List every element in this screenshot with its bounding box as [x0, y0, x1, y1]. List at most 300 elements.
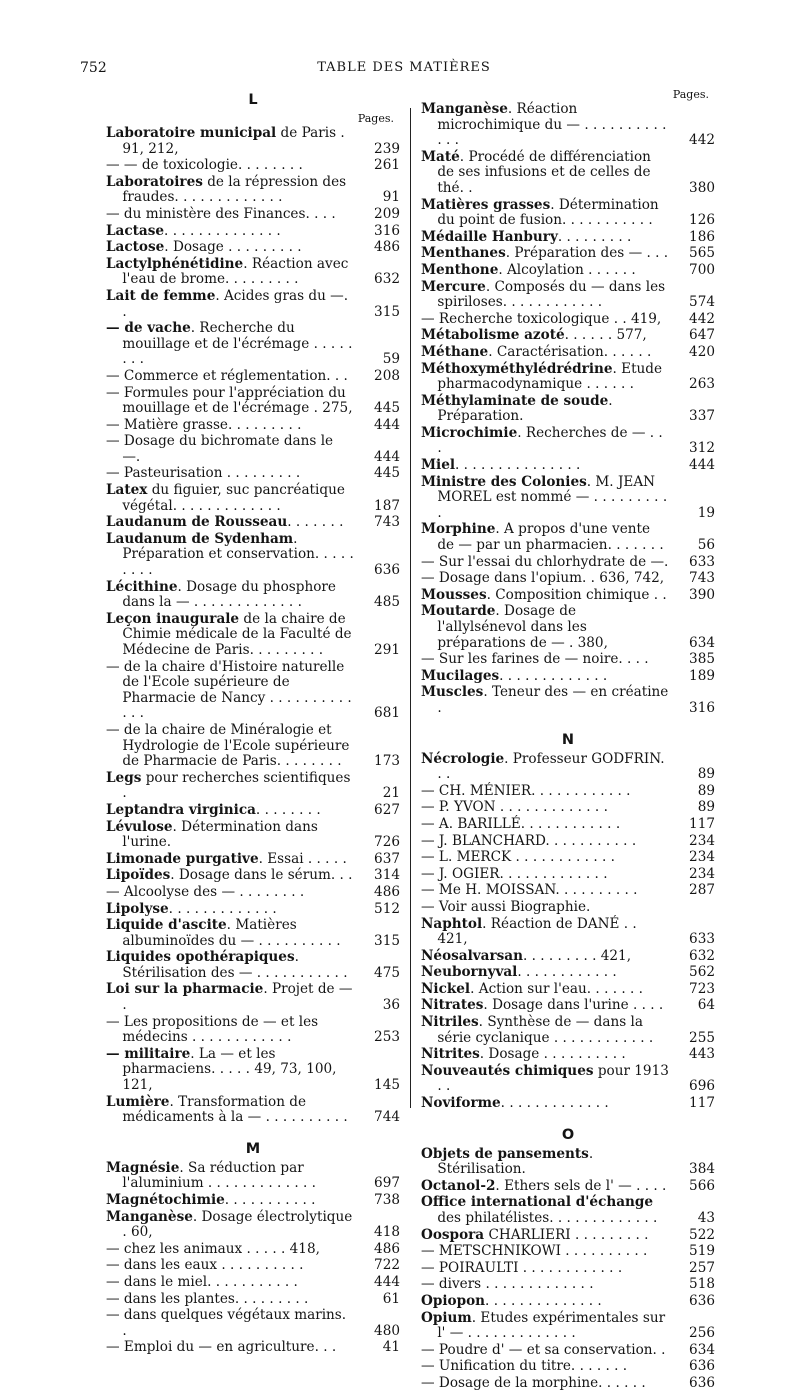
entry-page-ref: 522 — [689, 1226, 715, 1243]
entry-page-ref: 627 — [374, 801, 400, 818]
entry-heading: Octanol-2 — [421, 1177, 496, 1194]
entry-heading: Muscles — [421, 684, 484, 701]
entry-text: . Dosage de l'allylsénevol dans les préparations de — . 380, — [437, 603, 608, 651]
entry-text: — de la chaire d'Histoire naturelle de l'Ecole supérieure de Pharmacie de Nancy . . . . . . . . . . . . . — [106, 658, 352, 722]
entry-heading: Mucilages — [421, 667, 500, 684]
entry-page-ref: 738 — [374, 1192, 400, 1208]
entry-text: — dans les eaux . . . . . . . . . . — [106, 1257, 304, 1274]
index-entry — [106, 852, 400, 868]
index-entry — [421, 588, 715, 604]
entry-page-ref: 126 — [689, 212, 715, 229]
page-number: 752 — [80, 60, 107, 76]
index-entry — [421, 1261, 715, 1277]
entry-text: . . . . . . . . . . . . . . — [164, 222, 281, 239]
index-entry — [106, 257, 400, 288]
entry-page-ref: 19 — [697, 504, 715, 521]
entry-page-ref: 36 — [382, 997, 400, 1014]
entry-page-ref: 486 — [374, 239, 400, 256]
entry-text: — J. OGIER. . . . . . . . . . . . . — [421, 865, 608, 882]
entry-page-ref: 64 — [697, 997, 715, 1014]
entry-heading: Manganèse — [421, 101, 508, 117]
entry-page-ref: 89 — [697, 799, 715, 816]
entry-page-ref: 743 — [374, 514, 400, 531]
index-entry — [106, 224, 400, 240]
entry-page-ref: 256 — [689, 1325, 715, 1342]
entry-page-ref: 41 — [382, 1339, 400, 1356]
index-entry — [421, 426, 715, 457]
entry-page-ref: 634 — [689, 634, 715, 651]
entry-page-ref: 632 — [374, 271, 400, 288]
entry-text: . Procédé de différenciation de ses infusions et de celles de thé. . — [437, 148, 651, 196]
index-entry — [421, 604, 715, 651]
entry-page-ref: 565 — [689, 245, 715, 262]
entry-page-ref: 636 — [689, 1292, 715, 1309]
entry-page-ref: 726 — [374, 834, 400, 851]
entry-heading: Lactose — [106, 239, 165, 256]
entry-page-ref: 257 — [689, 1259, 715, 1276]
entry-page-ref: 380 — [689, 179, 715, 196]
entry-heading: Méthylaminate de soude — [421, 392, 609, 409]
index-entry — [421, 198, 715, 229]
index-entry — [421, 652, 715, 668]
entry-heading: Opiopon — [421, 1292, 486, 1309]
index-entry — [421, 1294, 715, 1310]
entry-text: . Matières albuminoïdes du — . . . . . . . . . . — [122, 917, 341, 949]
entry-heading: Nitriles — [421, 1014, 479, 1031]
entry-heading: Magnésie — [106, 1159, 180, 1176]
entry-page-ref: 253 — [374, 1029, 400, 1046]
entry-heading: Opium — [421, 1309, 472, 1326]
entry-text: des philatélistes. . . . . . . . . . . . . — [437, 1210, 658, 1226]
entry-text: . . . . . . 577, — [564, 327, 647, 344]
index-entry — [106, 240, 400, 256]
entry-text: — POIRAULTI . . . . . . . . . . . . — [421, 1259, 623, 1276]
entry-text: . Teneur des — en créatine . — [437, 684, 669, 716]
entry-page-ref: 574 — [689, 294, 715, 311]
entry-heading: Ministre des Colonies — [421, 473, 587, 490]
entry-text: . Dosage dans le sérum. . . — [170, 867, 353, 884]
entry-page-ref: 512 — [374, 900, 400, 917]
index-entry — [421, 1228, 715, 1244]
entry-text: — Sur les farines de — noire. . . . — [421, 651, 649, 668]
entry-page-ref: 234 — [689, 832, 715, 849]
entry-heading: Latex — [106, 482, 148, 499]
index-entry — [421, 1343, 715, 1359]
entry-text: . Dosage électrolytique . 60, — [122, 1208, 353, 1241]
entry-heading: Nitrites — [421, 1046, 480, 1063]
entry-text: . . . . . . . . . 421, — [522, 947, 632, 964]
entry-heading: Menthone — [421, 261, 499, 278]
index-entry — [421, 246, 715, 262]
entry-page-ref: 633 — [689, 553, 715, 570]
index-entry — [106, 1292, 400, 1308]
entry-page-ref: 91 — [382, 189, 400, 206]
entry-page-ref: 518 — [689, 1276, 715, 1293]
entry-text: de la répression des fraudes. . . . . . . . . . . . . — [122, 173, 347, 206]
index-entry — [421, 1147, 715, 1178]
entry-heading: Neubornyval — [421, 964, 518, 981]
entry-heading: Legs — [106, 769, 142, 786]
entry-heading: Magnétochimie — [106, 1192, 225, 1208]
entry-page-ref: 562 — [689, 964, 715, 981]
index-entry — [421, 1376, 715, 1392]
entry-heading: Lactase — [106, 222, 165, 239]
entry-text: . Stérilisation. — [437, 1145, 594, 1178]
index-entry — [106, 1242, 400, 1258]
entry-page-ref: 420 — [689, 343, 715, 360]
entry-heading: Morphine — [421, 521, 496, 538]
entry-page-ref: 209 — [374, 205, 400, 222]
entry-text: — Dosage dans l'opium. . 636, 742, — [421, 570, 665, 587]
entry-page-ref: 263 — [689, 376, 715, 393]
entry-page-ref: 287 — [689, 882, 715, 899]
entry-text: . Dosage du phosphore dans la — . . . . . . . . . . . . . — [122, 578, 336, 611]
entry-heading: Métabolisme azoté — [421, 327, 565, 344]
index-entry — [421, 328, 715, 344]
entry-text: — du ministère des Finances. . . . — [106, 205, 336, 222]
entry-heading: Nécrologie — [421, 750, 505, 767]
entry-page-ref: 117 — [689, 1095, 715, 1112]
entry-page-ref: 486 — [374, 883, 400, 900]
entry-page-ref: 443 — [689, 1046, 715, 1063]
entry-heading: Néosalvarsan — [421, 947, 523, 964]
entry-text: . Etude pharmacodynamique . . . . . . — [437, 360, 663, 393]
entry-heading: Laboratoires — [106, 173, 203, 190]
entry-text: pour recherches scientifiques . — [122, 769, 351, 802]
entry-page-ref: 21 — [382, 785, 400, 802]
entry-heading: — de vache — [106, 320, 191, 337]
entry-text: — P. YVON . . . . . . . . . . . . . — [421, 799, 608, 816]
index-entry — [421, 850, 715, 866]
entry-page-ref: 445 — [374, 400, 400, 417]
entry-page-ref: 234 — [689, 865, 715, 882]
left-column — [106, 88, 400, 1357]
index-entry — [106, 386, 400, 417]
entry-text: . . . . . . . — [287, 514, 344, 531]
index-entry — [421, 917, 715, 948]
entry-heading: Méthoxyméthylédrédrine — [421, 360, 613, 377]
index-entry — [106, 1210, 400, 1241]
entry-heading: Limonade purgative — [106, 850, 259, 867]
entry-text: . Etudes expérimentales sur l' — . . . . . . . . . . . . . — [437, 1309, 666, 1342]
entry-text: . Préparation. — [437, 392, 613, 425]
index-entry — [106, 868, 400, 884]
entry-text: . Projet de — . — [122, 981, 353, 1014]
entry-page-ref: 187 — [374, 497, 400, 514]
entry-text: . Dosage . . . . . . . . . — [164, 239, 302, 256]
entry-heading: Noviforme — [421, 1095, 501, 1112]
entry-page-ref: 384 — [689, 1161, 715, 1178]
entry-text: . Réaction avec l'eau de brome. . . . . . . . . — [122, 255, 349, 288]
entry-heading: Liquide d'ascite — [106, 917, 227, 934]
entry-text: — A. BARILLÉ. . . . . . . . . . . . — [421, 815, 621, 832]
entry-page-ref: 566 — [689, 1177, 715, 1194]
entry-text: de Paris . 91, 212, — [122, 125, 345, 157]
entry-heading: Laudanum de Sydenham — [106, 530, 294, 547]
entry-text: — Unification du titre. . . . . . . — [421, 1358, 628, 1375]
section-letter: L — [248, 92, 258, 108]
entry-text: . Composition chimique . . — [486, 586, 667, 603]
entry-page-ref: 314 — [374, 867, 400, 884]
index-entry — [106, 369, 400, 385]
entry-text: — L. MERCK . . . . . . . . . . . . — [421, 849, 615, 866]
index-entry — [106, 1308, 400, 1339]
index-entry — [106, 580, 400, 611]
entry-text: . Détermination dans l'urine. — [122, 818, 318, 851]
index-entry — [106, 321, 400, 368]
entry-text: . Recherche du mouillage et de l'écrémage . . . . . . . . — [122, 320, 353, 368]
entry-text: — dans quelques végétaux marins. . — [106, 1307, 347, 1339]
entry-text: . Essai . . . . . — [258, 850, 347, 867]
entry-heading: Miel — [421, 457, 456, 474]
entry-page-ref: 186 — [689, 228, 715, 245]
entry-page-ref: 261 — [374, 157, 400, 174]
entry-text: — dans le miel. . . . . . . . . . . — [106, 1273, 298, 1290]
entry-page-ref: 59 — [382, 351, 400, 368]
index-entry — [421, 571, 715, 587]
index-entry — [106, 289, 400, 320]
index-entry — [106, 207, 400, 223]
index-entry — [106, 803, 400, 819]
entry-page-ref: 385 — [689, 651, 715, 668]
pages-column-label: Pages. — [357, 112, 394, 125]
entry-page-ref: 291 — [374, 642, 400, 658]
index-entry — [106, 885, 400, 901]
entry-page-ref: 56 — [697, 537, 715, 554]
entry-heading: Liquides opothérapiques — [106, 949, 295, 966]
entry-text: . . . . . . . . . . . . . — [500, 1095, 609, 1112]
entry-text: . . . . . . . . . . . . . . . — [455, 457, 581, 474]
entry-text: — Poudre d' — et sa conservation. . — [421, 1341, 666, 1358]
entry-heading: Leçon inaugurale — [106, 610, 240, 627]
section-letter: M — [245, 1140, 261, 1157]
entry-text: . Caractérisation. . . . . . — [488, 343, 652, 360]
entry-page-ref: 696 — [689, 1078, 715, 1095]
entry-heading: Lipolyse — [106, 900, 169, 917]
entry-heading: Office international d'échange — [421, 1194, 654, 1211]
entry-text: . . . . . . . . . — [557, 228, 632, 245]
entry-heading: Nouveautés chimiques — [421, 1062, 594, 1079]
index-entry — [421, 362, 715, 393]
entry-heading: Maté — [421, 148, 460, 165]
index-entry — [421, 555, 715, 571]
entry-page-ref: 647 — [689, 327, 715, 344]
entry-page-ref: 486 — [374, 1240, 400, 1257]
entry-text: . La — et les pharmaciens. . . . . 49, 73, 100, 121, — [122, 1045, 337, 1094]
index-entry — [106, 771, 400, 802]
index-entry — [106, 1258, 400, 1274]
entry-page-ref: 636 — [689, 1358, 715, 1375]
entry-text: . Acides gras du —. . — [122, 287, 349, 320]
entry-page-ref: 480 — [374, 1322, 400, 1339]
entry-page-ref: 255 — [689, 1029, 715, 1046]
page-header — [80, 60, 728, 80]
entry-page-ref: 442 — [689, 132, 715, 149]
entry-page-ref: 316 — [689, 699, 715, 716]
index-entry — [421, 867, 715, 883]
entry-page-ref: 234 — [689, 849, 715, 866]
entry-heading: Mercure — [421, 278, 486, 295]
page-title: TABLE DES MATIÈRES — [317, 60, 491, 75]
entry-page-ref: 444 — [689, 457, 715, 474]
index-entry — [421, 150, 715, 197]
entry-text: . Composés du — dans les spiriloses. . . . . . . . . . . . — [437, 278, 666, 311]
entry-text: . . . . . . . . — [255, 801, 321, 818]
entry-text: . Transformation de médicaments à la — . . . . . . . . . . — [122, 1093, 348, 1126]
entry-text: . Dosage dans l'urine . . . . — [483, 997, 664, 1014]
index-entry — [106, 1095, 400, 1126]
entry-page-ref: 636 — [374, 562, 400, 579]
entry-heading: Matières grasses — [421, 196, 551, 213]
entry-page-ref: 681 — [374, 705, 400, 722]
index-entry — [421, 1244, 715, 1260]
entry-text: — dans les plantes. . . . . . . . . — [106, 1290, 309, 1307]
entry-text: pour 1913 . . — [437, 1062, 669, 1095]
entry-page-ref: 43 — [697, 1210, 715, 1226]
entry-page-ref: 633 — [689, 931, 715, 948]
entry-text: . Stérilisation des — . . . . . . . . . . . — [122, 949, 348, 981]
entry-heading: Mousses — [421, 586, 487, 603]
index-entry — [421, 965, 715, 981]
index-entry — [106, 918, 400, 949]
index-entry — [421, 1179, 715, 1195]
entry-text: . Détermination du point de fusion. . . . . . . . . . . — [437, 196, 659, 229]
index-entry — [106, 418, 400, 434]
entry-text: . Synthèse de — dans la série cyclanique . . . . . . . . . . . . — [437, 1014, 654, 1046]
entry-page-ref: 722 — [374, 1257, 400, 1274]
index-entry — [421, 1064, 715, 1095]
index-entry — [106, 515, 400, 531]
entry-heading: Menthanes — [421, 245, 506, 262]
entry-text: — Formules pour l'appréciation du mouillage et de l'écrémage . 275, — [106, 384, 353, 417]
index-entry — [106, 820, 400, 851]
entry-heading: Manganèse — [106, 1208, 193, 1225]
entry-text: — Les propositions de — et les médecins . . . . . . . . . . . . — [106, 1013, 319, 1046]
entry-text: . Préparation et conservation. . . . . . . . . — [122, 530, 354, 579]
entry-text: — Recherche toxicologique . . 419, — [421, 310, 662, 327]
index-entry — [106, 158, 400, 174]
entry-page-ref: 316 — [374, 222, 400, 239]
entry-heading: Moutarde — [421, 603, 496, 620]
index-entry — [421, 1015, 715, 1046]
index-entry — [421, 102, 715, 149]
index-entry — [106, 1275, 400, 1291]
entry-text: . Alcoylation . . . . . . — [498, 261, 636, 278]
entry-text: . . . . . . . . . . . . . . — [485, 1292, 602, 1309]
section-spacer — [421, 718, 715, 728]
entry-text: — de la chaire de Minéralogie et Hydrologie de l'Ecole supérieure de Pharmacie de Paris. . . . . . . . — [106, 721, 350, 770]
entry-text: . Sa réduction par l'aluminium . . . . . . . . . . . . . — [122, 1159, 316, 1192]
entry-heading: Méthane — [421, 343, 489, 360]
index-entry — [106, 982, 400, 1013]
entry-text: . Ethers sels de l' — . . . . — [495, 1177, 667, 1194]
index-entry — [421, 1047, 715, 1063]
entry-heading: Lactylphénétidine — [106, 255, 244, 272]
index-entry — [421, 1359, 715, 1375]
index-entry — [106, 950, 400, 981]
entry-heading: Lumière — [106, 1093, 170, 1110]
entry-text: — Commerce et réglementation. . . — [106, 367, 348, 384]
entry-page-ref: 445 — [374, 465, 400, 482]
entry-page-ref: 636 — [689, 1374, 715, 1391]
index-entry — [106, 483, 400, 514]
index-entry — [106, 1161, 400, 1192]
index-entry — [421, 834, 715, 850]
entry-text: . Action sur l'eau. . . . . . . — [470, 980, 643, 997]
index-entry — [421, 669, 715, 685]
index-entry — [106, 1015, 400, 1046]
entry-page-ref: 61 — [382, 1290, 400, 1307]
entry-text: — divers . . . . . . . . . . . . . — [421, 1276, 594, 1293]
section-letter: O — [561, 1126, 575, 1143]
index-entry — [106, 723, 400, 770]
entry-page-ref: 444 — [374, 448, 400, 465]
index-entry — [421, 949, 715, 965]
index-entry — [421, 800, 715, 816]
entry-page-ref: 700 — [689, 261, 715, 278]
entry-page-ref: 634 — [689, 1341, 715, 1358]
entry-text: . Recherches de — . . . — [437, 424, 663, 457]
index-entry — [421, 280, 715, 311]
entry-text: . Réaction microchimique du — . . . . . . . . . . . . . — [437, 101, 667, 149]
index-entry — [421, 685, 715, 716]
entry-heading: Leptandra virginica — [106, 801, 256, 818]
index-entry — [421, 784, 715, 800]
entry-text: — Voir aussi Biographie. — [421, 898, 591, 915]
index-entry — [106, 466, 400, 482]
index-entry — [421, 230, 715, 246]
index-entry — [421, 998, 715, 1014]
entry-heading: Objets de pansements — [421, 1145, 589, 1162]
entry-heading: Lipoïdes — [106, 867, 171, 884]
entry-page-ref: 743 — [689, 570, 715, 587]
entry-heading: Lévulose — [106, 818, 173, 835]
entry-heading: Nitrates — [421, 997, 484, 1014]
index-entry — [106, 434, 400, 465]
index-entry — [106, 1193, 400, 1209]
entry-text: — CH. MÉNIER. . . . . . . . . . . . — [421, 782, 631, 799]
entry-page-ref: 519 — [689, 1243, 715, 1260]
pages-column-label: Pages. — [672, 88, 709, 101]
entry-text: . Dosage . . . . . . . . . . — [479, 1046, 626, 1063]
index-entry — [421, 394, 715, 425]
entry-text: . Professeur GODFRIN. . . — [437, 750, 665, 783]
index-entry — [421, 458, 715, 474]
entry-text: — Sur l'essai du chlorhydrate de —. — [421, 553, 669, 570]
entry-text: — Dosage du bichromate dans le —. — [106, 433, 334, 465]
entry-page-ref: 744 — [374, 1109, 400, 1126]
entry-heading: Médaille Hanbury — [421, 228, 558, 245]
entry-text: . . . . . . . . . . . . . — [499, 667, 608, 684]
entry-heading: Laudanum de Rousseau — [106, 514, 288, 531]
entry-heading: Loi sur la pharmacie — [106, 981, 264, 998]
index-entry — [421, 817, 715, 833]
entry-page-ref: 173 — [374, 753, 400, 770]
entry-text: — Me H. MOISSAN. . . . . . . . . . — [421, 882, 638, 899]
index-entry — [106, 1047, 400, 1094]
entry-text: — Matière grasse. . . . . . . . . — [106, 416, 302, 433]
entry-page-ref: 723 — [689, 980, 715, 997]
entry-text: . A propos d'une vente de — par un pharmacien. . . . . . . — [437, 521, 664, 554]
entry-page-ref: 442 — [689, 310, 715, 327]
section-spacer — [106, 1127, 400, 1137]
entry-text: . . . . . . . . . . . . . — [168, 900, 277, 917]
entry-text: — chez les animaux . . . . . 418, — [106, 1240, 320, 1257]
entry-page-ref: 632 — [689, 947, 715, 964]
section-spacer — [421, 1113, 715, 1123]
entry-page-ref: 315 — [374, 303, 400, 320]
entry-page-ref: 145 — [374, 1077, 400, 1094]
